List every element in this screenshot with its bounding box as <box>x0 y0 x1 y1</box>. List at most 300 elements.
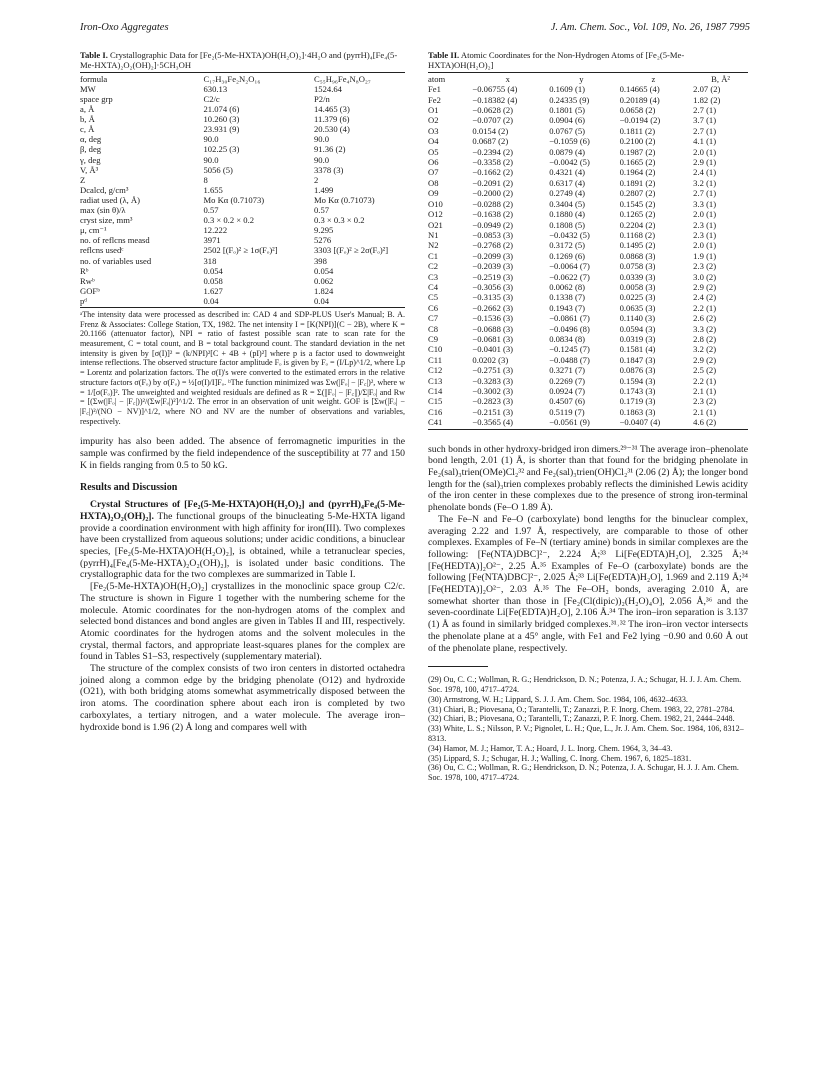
table2-row <box>428 334 748 344</box>
table2-value-cell: 0.0635 (3) <box>619 302 656 313</box>
table2-value-cell: −0.06755 (4) <box>472 84 518 95</box>
table2-value-cell: 4.6 (2) <box>693 417 717 428</box>
table1-title: Crystallographic Data for [Fe₂(5-Me-HXTA)OH(H₂O)₂]·4H₂O and (pyrrH)₄[Fe₄(5-Me-HXTA)₂O₂(OH)₂]·5CH₃OH <box>80 50 398 71</box>
table2-row <box>428 209 748 219</box>
table2-value-cell: 3.3 (1) <box>693 198 717 209</box>
table2-value-cell: 0.0876 (3) <box>619 365 656 376</box>
table2-value-cell: 2.4 (1) <box>693 167 717 178</box>
table2-value-cell: −0.3056 (3) <box>472 281 514 292</box>
table2-value-cell: 0.0658 (2) <box>619 105 656 116</box>
reference-item: (34) Hamor, M. J.; Hamor, T. A.; Hoard, J. L. Inorg. Chem. 1964, 3, 34–43. <box>428 743 673 753</box>
table1-value-cell: 0.57 <box>203 205 219 216</box>
paragraph-text: The functional groups of the binucleating 5-Me-HXTA ligand provide a coordination environment with high affinity for iron(III). Two complexes have been crystallized from aqueous solutions; under acidic conditions, a binuclear species, [Fe₂(5-Me-HXTA)OH(H₂O)₂], is obtained, while a tetranuclear species, (pyrrH)₄[Fe₄(5-Me-HXTA)₂O₂(OH)₂], is isolated under basic conditions. The crystallographic data for the two complexes are summarized in Table I. <box>80 510 405 581</box>
references-list <box>428 675 748 783</box>
table2-row <box>428 282 748 292</box>
table1-label-cell: γ, deg <box>80 154 101 165</box>
table1-label-cell: Dcalcd, g/cm³ <box>80 184 129 195</box>
table2-row <box>428 396 748 406</box>
table1-value-cell: 0.062 <box>314 275 334 286</box>
table2-value-cell: 4.1 (1) <box>693 136 717 147</box>
table1-row <box>80 195 405 205</box>
table2-row <box>428 376 748 386</box>
table2-atom-cell: O4 <box>428 136 439 147</box>
table1-value-cell: 90.0 <box>314 134 330 145</box>
table2-value-cell: −0.2768 (2) <box>472 240 514 251</box>
table2-value-cell: 2.3 (1) <box>693 229 717 240</box>
table1-row <box>80 155 405 165</box>
table2-atom-cell: O21 <box>428 219 443 230</box>
table2-value-cell: 0.20189 (4) <box>619 94 660 105</box>
table2-atom-cell: C16 <box>428 406 443 417</box>
table2-value-cell: 2.6 (2) <box>693 313 717 324</box>
table2-atom-cell: C10 <box>428 344 443 355</box>
table2-header-cell: atom <box>428 73 446 84</box>
table1-row <box>80 134 405 144</box>
table2-value-cell: 0.1265 (2) <box>619 209 656 220</box>
table2-value-cell: −0.1245 (7) <box>549 344 590 355</box>
table1-value-cell: 1.627 <box>203 285 223 296</box>
table2-value-cell: −0.1536 (3) <box>472 313 514 324</box>
table2-atom-cell: O5 <box>428 146 439 157</box>
table2-value-cell: 0.3172 (5) <box>549 240 585 251</box>
table1-value-cell: 398 <box>314 255 327 266</box>
table2-value-cell: 0.1545 (2) <box>619 198 656 209</box>
table2-value-cell: 2.0 (1) <box>693 240 717 251</box>
table2-header-cell: y <box>579 73 584 84</box>
table1-label: Table I. <box>80 50 108 60</box>
table1-label-cell: max (sin θ)/λ <box>80 205 126 216</box>
table1-value-cell: 0.058 <box>203 275 223 286</box>
table2-row <box>428 147 748 157</box>
table2-value-cell: −0.2394 (2) <box>472 146 514 157</box>
table1-row <box>80 144 405 154</box>
table2-value-cell: 0.1609 (1) <box>549 84 585 95</box>
table2-row <box>428 303 748 313</box>
table2-value-cell: −0.0401 (3) <box>472 344 514 355</box>
table1-row <box>80 256 405 266</box>
table1-row <box>80 84 405 94</box>
table2-value-cell: −0.0707 (2) <box>472 115 514 126</box>
table1-row <box>80 175 405 185</box>
table1-label-cell: cryst size, mm³ <box>80 215 133 226</box>
table2-bottom-rule <box>428 429 748 430</box>
table1-row <box>80 165 405 175</box>
table2-value-cell: −0.0042 (5) <box>549 157 590 168</box>
table2-value-cell: −0.2099 (3) <box>472 250 514 261</box>
table1-value-cell: 3303 [(Fₒ)² ≥ 2σ(Fₒ)²] <box>314 245 389 256</box>
table2-row <box>428 386 748 396</box>
table2-value-cell: 2.9 (1) <box>693 157 717 168</box>
table1-value-cell: 0.054 <box>314 265 334 276</box>
table1-value-cell: 90.0 <box>203 134 219 145</box>
table2-value-cell: 0.1581 (4) <box>619 344 656 355</box>
table1-value-cell: 3378 (3) <box>314 164 344 175</box>
table1-value-cell: 91.36 (2) <box>314 144 346 155</box>
table2-value-cell: −0.3565 (4) <box>472 417 514 428</box>
table2-value-cell: 0.2749 (4) <box>549 188 585 199</box>
table2-label: Table II. <box>428 50 460 60</box>
table1-caption <box>80 50 405 71</box>
table1-row <box>80 266 405 276</box>
table2-row <box>428 84 748 94</box>
table2-value-cell: 0.0834 (8) <box>549 333 585 344</box>
table2-atom-cell: O2 <box>428 115 439 126</box>
table2-value-cell: 3.0 (2) <box>693 271 717 282</box>
table1-value-cell: P2/n <box>314 94 330 104</box>
table1-label-cell: formula <box>80 73 108 84</box>
table1-label-cell: c, Å <box>80 124 95 135</box>
table2-header-cell: B, Å² <box>711 73 730 84</box>
table1-label-cell: V, Å³ <box>80 164 99 175</box>
table2-value-cell: 2.07 (2) <box>693 84 721 95</box>
table2-value-cell: 2.2 (1) <box>693 302 717 313</box>
table2-row <box>428 115 748 125</box>
table2-body <box>428 84 748 427</box>
table1-label-cell: GOFᵇ <box>80 285 100 296</box>
table2-value-cell: −0.0407 (4) <box>619 417 661 428</box>
table2-value-cell: 0.6317 (4) <box>549 177 585 188</box>
table2-row <box>428 417 748 427</box>
table2-row <box>428 188 748 198</box>
table2-value-cell: 0.1168 (2) <box>619 229 656 240</box>
table2-atom-cell: C7 <box>428 313 439 324</box>
table1-label-cell: pᵈ <box>80 295 87 306</box>
table2-atom-cell: N2 <box>428 240 439 251</box>
table2-value-cell: −0.0622 (7) <box>549 271 590 282</box>
table1-label-cell: b, Å <box>80 114 95 125</box>
paragraph: such bonds in other hydroxy-bridged iron dimers.²⁹⁻³¹ The average iron–phenolate bond length, 2.01 (1) Å, is shorter than that found for the bridging phenolate in Fe₂(sal)₃trien(OMe)Cl₂³² and Fe₂(sal)₃trien(OH)Cl₂³¹ (2.06 (2) Å); the longer bond length for the (sal)₃trien complexes probably reflects the diminished Lewis acidity of the iron center in these complexes due to the presence of strong iron-terminal phenolate bonds (Fe–O 1.89 Å). <box>428 443 749 514</box>
table1-value-cell: 90.0 <box>203 154 219 165</box>
table2-header-cell: x <box>505 73 510 84</box>
table1 <box>80 74 405 306</box>
table1-top-rule <box>80 72 405 73</box>
table2-value-cell: 0.0879 (4) <box>549 146 585 157</box>
table2-value-cell: 0.1801 (5) <box>549 105 585 116</box>
table2-value-cell: −0.2519 (3) <box>472 271 514 282</box>
table2-atom-cell: O12 <box>428 209 443 220</box>
table2-value-cell: −0.0688 (3) <box>472 323 514 334</box>
table2-value-cell: −0.2000 (2) <box>472 188 514 199</box>
table2-atom-cell: C11 <box>428 354 443 365</box>
table2-row <box>428 136 748 146</box>
table1-label-cell: Rᵇ <box>80 265 89 276</box>
table1-label-cell: no. of reflcns measd <box>80 235 150 246</box>
table2-value-cell: 0.1269 (6) <box>549 250 585 261</box>
table2-value-cell: 0.0062 (8) <box>549 281 585 292</box>
table2-value-cell: −0.0496 (8) <box>549 323 590 334</box>
table2-row <box>428 167 748 177</box>
table1-value-cell: 0.57 <box>314 205 330 216</box>
table1-row <box>80 235 405 245</box>
table2-value-cell: 0.3404 (5) <box>549 198 585 209</box>
table1-label-cell: Rwᵇ <box>80 275 95 286</box>
table2-value-cell: −0.1662 (2) <box>472 167 514 178</box>
table1-value-cell: 0.3 × 0.2 × 0.2 <box>203 215 255 226</box>
table1-value-cell: 318 <box>203 255 217 266</box>
table2-value-cell: 0.1880 (4) <box>549 209 585 220</box>
table2-header-cell: z <box>651 73 656 84</box>
reference-item: (32) Chiari, B.; Piovesana, O.; Tarantelli, T.; Zanazzi, P. F. Inorg. Chem. 1982, 21, 2444–2448. <box>428 714 735 724</box>
table2-value-cell: 0.1719 (3) <box>619 396 656 407</box>
table2-value-cell: 0.0319 (3) <box>619 333 656 344</box>
table2-value-cell: 2.7 (1) <box>693 125 717 136</box>
table2-value-cell: 0.5119 (7) <box>549 406 585 417</box>
table2-value-cell: 2.9 (2) <box>693 281 717 292</box>
reference-item: (35) Lippard, S. J.; Schugar, H. J.; Walling, C. Inorg. Chem. 1967, 6, 1825–1831. <box>428 753 692 763</box>
table2-value-cell: 3.2 (1) <box>693 177 717 188</box>
table2-value-cell: 0.1743 (3) <box>619 386 656 396</box>
table2-value-cell: −0.2751 (3) <box>472 365 514 376</box>
table1-value-cell: 0.054 <box>203 265 223 276</box>
table2-value-cell: 0.1808 (5) <box>549 219 585 230</box>
table2-atom-cell: O1 <box>428 105 439 116</box>
table2-value-cell: 0.2807 (2) <box>619 188 656 199</box>
table2-atom-cell: Fe2 <box>428 94 441 105</box>
table1-value-cell: 20.530 (4) <box>314 124 350 135</box>
table2-value-cell: 0.1847 (3) <box>619 354 656 365</box>
table2-value-cell: 0.1665 (2) <box>619 157 656 168</box>
left-body-text <box>80 436 405 733</box>
table1-row <box>80 124 405 134</box>
table2-row <box>428 365 748 375</box>
table1-row <box>80 104 405 114</box>
table2-row <box>428 95 748 105</box>
page-header <box>80 22 750 38</box>
table1-row <box>80 94 405 104</box>
table1-value-cell: 102.25 (3) <box>203 144 240 155</box>
table1-row <box>80 225 405 235</box>
table2-value-cell: 0.0904 (6) <box>549 115 585 126</box>
table2-value-cell: 0.0202 (3) <box>472 354 509 365</box>
table2-row <box>428 272 748 282</box>
table1-value-cell: 21.074 (6) <box>203 104 240 115</box>
table2-atom-cell: C6 <box>428 302 439 313</box>
section-heading: Results and Discussion <box>80 481 178 493</box>
table1-value-cell: 630.13 <box>203 83 228 94</box>
table2-atom-cell: O9 <box>428 188 439 199</box>
table2-row <box>428 261 748 271</box>
table2-row <box>428 220 748 230</box>
table1-value-cell: 2 <box>314 174 319 185</box>
table1-label-cell: space grp <box>80 94 113 104</box>
table1-value-cell: 0.04 <box>314 295 330 306</box>
table2-value-cell: 2.0 (1) <box>693 209 717 220</box>
table2-value-cell: 0.1338 (7) <box>549 292 585 303</box>
table1-label-cell: reflcns usedᶜ <box>80 245 124 256</box>
table1-value-cell: 1524.64 <box>314 83 342 94</box>
table2-atom-cell: C15 <box>428 396 443 407</box>
table2-value-cell: −0.0194 (2) <box>619 115 661 126</box>
table2-atom-cell: C4 <box>428 281 439 292</box>
table1-label-cell: a, Å <box>80 104 95 115</box>
table1-value-cell: 14.465 (3) <box>314 104 350 115</box>
table2-row <box>428 355 748 365</box>
table2-value-cell: 3.3 (2) <box>693 323 717 334</box>
table2-value-cell: −0.3135 (3) <box>472 292 514 303</box>
table1-value-cell: 11.379 (6) <box>314 114 350 125</box>
table2-value-cell: 2.7 (1) <box>693 105 717 116</box>
table2-atom-cell: C9 <box>428 333 439 344</box>
table2-value-cell: −0.0628 (2) <box>472 105 514 116</box>
table1-footnote: ᵃThe intensity data were processed as described in: CAD 4 and SDP-PLUS User's Manual; B. A. Frenz & Associates: College Station, TX, 1982. The net intensity I = [K(NPI)](C − 2B), where K = 20.1166 (attenuator factor), NPI = ratio of fastest possible scan rate to scan rate for the measurement, C = total count, and B = total background count. The standard deviation in the net intensity is given by [σ(I)]² = (k/NPI)²[C + 4B + (pI)²] where p is a factor used to downweight intense reflections. The observed structure factor amplitude Fₒ is given by Fₒ = (I/Lp)^1/2, where Lp = Lorentz and polarization factors. The σ(I)'s were converted to the estimated errors in the relative structure factors σ(Fₒ) by σ(Fₒ) = ½[σ(I)/I]Fₒ. ᵇThe function minimized was Σw(|Fₒ| − |F꜀|)², where w = 1/[σ(Fₒ)]². The unweighted and weighted residuals are defined as R = Σ(||Fₒ| − |F꜀||)/Σ|Fₒ| and Rw = [(Σw(|Fₒ| − |F꜀|))²/(Σw|Fₒ|)²]^1/2. The error in an observation of unit weight. GOF is [Σw(|Fₒ| − |F꜀|)²/(NO − NV)]^1/2, where NO and NV are the number of observations and variables, respectively. <box>80 309 405 426</box>
table2-value-cell: −0.0064 (7) <box>549 261 590 272</box>
table2-value-cell: −0.0949 (2) <box>472 219 514 230</box>
table2-value-cell: 0.1891 (2) <box>619 177 656 188</box>
table2-value-cell: 2.8 (2) <box>693 333 717 344</box>
table2-value-cell: 2.2 (1) <box>693 375 717 386</box>
table2-value-cell: 0.0225 (3) <box>619 292 656 303</box>
table1-row <box>80 74 405 84</box>
table2-row <box>428 313 748 323</box>
table2-atom-cell: O3 <box>428 125 439 136</box>
table1-bottom-rule <box>80 307 405 308</box>
table1-label-cell: MW <box>80 83 96 94</box>
table1-value-cell: 1.655 <box>203 184 223 195</box>
table1-row <box>80 205 405 215</box>
table1-value-cell: 3971 <box>203 235 221 246</box>
paragraph: The structure of the complex consists of two iron centers in distorted octahedra joined along a common edge by the bridging phenolate (O12) and hydroxide (O21), with both bridging atoms somewhat asymmetrically disposed between the iron atoms. The coordination sphere about each iron is completed by two carboxylates, a tertiary nitrogen, and a water molecule. The average iron–hydroxide bond is 1.96 (2) Å long and compares well with <box>80 663 405 733</box>
table2-value-cell: 0.1964 (2) <box>619 167 656 178</box>
table1-value-cell: C₅₅H₉₆Fe₄N₈O₂₇ <box>314 73 371 84</box>
table2-value-cell: 2.9 (2) <box>693 354 717 365</box>
table2-value-cell: 0.0339 (3) <box>619 271 656 282</box>
table2-row <box>428 230 748 240</box>
table2-value-cell: 0.2269 (7) <box>549 375 585 386</box>
table1-row <box>80 114 405 124</box>
table2-caption <box>428 50 748 71</box>
table2-value-cell: 0.1943 (7) <box>549 302 585 313</box>
reference-item: (33) White, L. S.; Nilsson, P. V.; Pignolet, L. H.; Que, L., Jr. J. Am. Chem. Soc. 1984, 106, 8312–8313. <box>428 724 744 744</box>
table2-value-cell: −0.0561 (9) <box>549 417 590 428</box>
table1-label-cell: α, deg <box>80 134 102 145</box>
table1-row <box>80 185 405 195</box>
table2-value-cell: 0.0687 (2) <box>472 136 509 147</box>
table2-value-cell: 2.1 (1) <box>693 386 717 396</box>
table2-value-cell: 2.3 (2) <box>693 261 717 272</box>
table1-label-cell: no. of variables used <box>80 255 152 266</box>
references-divider <box>428 666 488 667</box>
table2-value-cell: −0.18382 (4) <box>472 94 518 105</box>
table2-row <box>428 407 748 417</box>
table2-value-cell: 0.1987 (2) <box>619 146 656 157</box>
table2-value-cell: −0.0853 (3) <box>472 229 514 240</box>
table2-atom-cell: C1 <box>428 250 439 261</box>
table1-value-cell: 9.295 <box>314 225 334 236</box>
table2-value-cell: −0.2823 (3) <box>472 396 514 407</box>
table1-value-cell: C2/c <box>203 94 220 104</box>
paragraph: The Fe–N and Fe–O (carboxylate) bond lengths for the binuclear complex, averaging 2.22 and 1.97 Å, respectively, are comparable to those of other complexes. Examples of Fe–N (tertiary amine) bonds in similar complexes are the following: [Fe(NTA)DBC]²⁻, 2.224 Å;³³ Li[Fe(EDTA)H₂O], 2.325 Å;³⁴ [Fe(HEDTA)]₂O²⁻, 2.25 Å.³⁵ Examples of Fe–O (carboxylate) bonds are the following [Fe(NTA)DBC]²⁻, 2.025 Å;³³ Li[Fe(EDTA)H₂O], 1.969 and 2.119 Å;³⁴ [Fe(HEDTA)]₂O²⁻, 2.03 Å.³⁵ The Fe–OH₂ bonds, averaging 2.010 Å, are somewhat shorter than those in [Fe₂(Cl(dipic))₂(H₂O)₄O], 2.056 Å,³⁶ and the seven-coordinate Li[Fe(EDTA)H₂O], 2.106 Å.³⁴ The iron–iron separation is 3.137 (1) Å as found in similarly bridged complexes.³¹˒³² The iron–iron vector intersects the phenolate plane at a 45° angle, with Fe1 and Fe2 lying −0.90 and 0.60 Å out of the phenolate plane, respectively. <box>428 513 748 654</box>
table2-row <box>428 157 748 167</box>
table2-row <box>428 126 748 136</box>
table2-value-cell: 2.4 (2) <box>693 292 717 303</box>
table2-value-cell: 2.7 (1) <box>693 188 717 199</box>
table1-value-cell: 10.260 (3) <box>203 114 240 125</box>
table2-atom-cell: Fe1 <box>428 84 441 95</box>
table2-value-cell: 0.2204 (2) <box>619 219 656 230</box>
table2-title: Atomic Coordinates for the Non-Hydrogen Atoms of [Fe₂(5-Me-HXTA)OH(H₂O)₂] <box>428 50 685 71</box>
left-column <box>80 50 405 733</box>
table2-value-cell: 2.1 (1) <box>693 406 717 417</box>
table2-value-cell: 0.0594 (3) <box>619 323 656 334</box>
table1-value-cell: 8 <box>203 174 208 185</box>
table2-value-cell: 2.5 (2) <box>693 365 717 376</box>
table2-value-cell: −0.0861 (7) <box>549 313 590 324</box>
table2-row <box>428 251 748 261</box>
table2-atom-cell: C12 <box>428 365 443 376</box>
table2-value-cell: 0.0154 (2) <box>472 125 509 136</box>
table1-row <box>80 296 405 306</box>
table1-label-cell: μ, cm⁻¹ <box>80 225 107 236</box>
table2-atom-cell: C41 <box>428 417 443 428</box>
table1-value-cell: 0.04 <box>203 295 219 306</box>
journal-citation: J. Am. Chem. Soc., Vol. 109, No. 26, 1987 7995 <box>550 22 750 33</box>
table1-label-cell: β, deg <box>80 144 102 155</box>
table2-value-cell: 0.24335 (9) <box>549 94 590 105</box>
table2-atom-cell: O7 <box>428 167 439 178</box>
table2-value-cell: 2.0 (1) <box>693 146 717 157</box>
right-column <box>428 50 748 783</box>
table1-row <box>80 276 405 286</box>
table2-value-cell: 0.1495 (2) <box>619 240 656 251</box>
table2-atom-cell: C2 <box>428 261 439 272</box>
table1-row <box>80 245 405 255</box>
right-body-text <box>428 444 748 655</box>
table1-label-cell: Z <box>80 174 86 185</box>
table2-value-cell: 1.82 (2) <box>693 94 721 105</box>
reference-item: (36) Ou, C. C.; Wollman, R. G.; Hendrickson, D. N.; Potenza, J. A. Schugar, H. J. J. Am. Chem. Soc. 1978, 100, 4717–4724. <box>428 763 739 783</box>
table2-value-cell: −0.0288 (2) <box>472 198 514 209</box>
table2 <box>428 74 748 428</box>
table2-value-cell: 0.3271 (7) <box>549 365 585 376</box>
table1-value-cell: 12.222 <box>203 225 228 236</box>
table2-value-cell: 3.2 (2) <box>693 344 717 355</box>
table1-value-cell: Mo Kα (0.71073) <box>314 194 375 205</box>
table1-row <box>80 286 405 296</box>
table2-value-cell: 0.0924 (7) <box>549 386 585 396</box>
table2-atom-cell: C3 <box>428 271 439 282</box>
table2-row <box>428 344 748 354</box>
reference-item: (29) Ou, C. C.; Wollman, R. G.; Hendrickson, D. N.; Potenza, J. A.; Schugar, H. J. J. Am. Chem. Soc. 1978, 100, 4717–4724. <box>428 675 742 695</box>
table1-row <box>80 215 405 225</box>
table1-value-cell: 1.824 <box>314 285 334 296</box>
table2-row <box>428 324 748 334</box>
table2-value-cell: 0.1811 (2) <box>619 125 656 136</box>
table2-value-cell: 2.3 (1) <box>693 219 717 230</box>
table2-atom-cell: N1 <box>428 229 439 240</box>
table1-value-cell: 23.931 (9) <box>203 124 240 135</box>
table1-value-cell: 2502 [(Fₒ)² ≥ 1σ(Fₒ)²] <box>203 245 278 256</box>
reference-item: (30) Armstrong, W. H.; Lippard, S. J. J. Am. Chem. Soc. 1984, 106, 4632–4633. <box>428 694 688 704</box>
table2-value-cell: −0.1059 (6) <box>549 136 590 147</box>
table2-value-cell: 0.14665 (4) <box>619 84 660 95</box>
paragraph <box>80 499 405 581</box>
table1-value-cell: 0.3 × 0.3 × 0.2 <box>314 215 365 226</box>
table2-value-cell: 0.4321 (4) <box>549 167 585 178</box>
table2-value-cell: 0.4507 (6) <box>549 396 585 407</box>
running-title: Iron-Oxo Aggregates <box>80 22 169 33</box>
table2-value-cell: −0.2039 (3) <box>472 261 514 272</box>
table2-value-cell: 3.7 (1) <box>693 115 717 126</box>
table2-atom-cell: O8 <box>428 177 439 188</box>
table2-row <box>428 199 748 209</box>
table2-value-cell: 0.0868 (3) <box>619 250 656 261</box>
paragraph: impurity has also been added. The absence of ferromagnetic impurities in the sample was confirmed by the field independence of the susceptibility at 77 and 150 K in fields ranging from 0.5 to 50 kG. <box>80 436 405 471</box>
table1-value-cell: 1.499 <box>314 184 334 195</box>
table1-value-cell: 5056 (5) <box>203 164 233 175</box>
table2-value-cell: −0.1638 (2) <box>472 209 514 220</box>
table2-value-cell: 0.2100 (2) <box>619 136 656 147</box>
table2-row <box>428 292 748 302</box>
